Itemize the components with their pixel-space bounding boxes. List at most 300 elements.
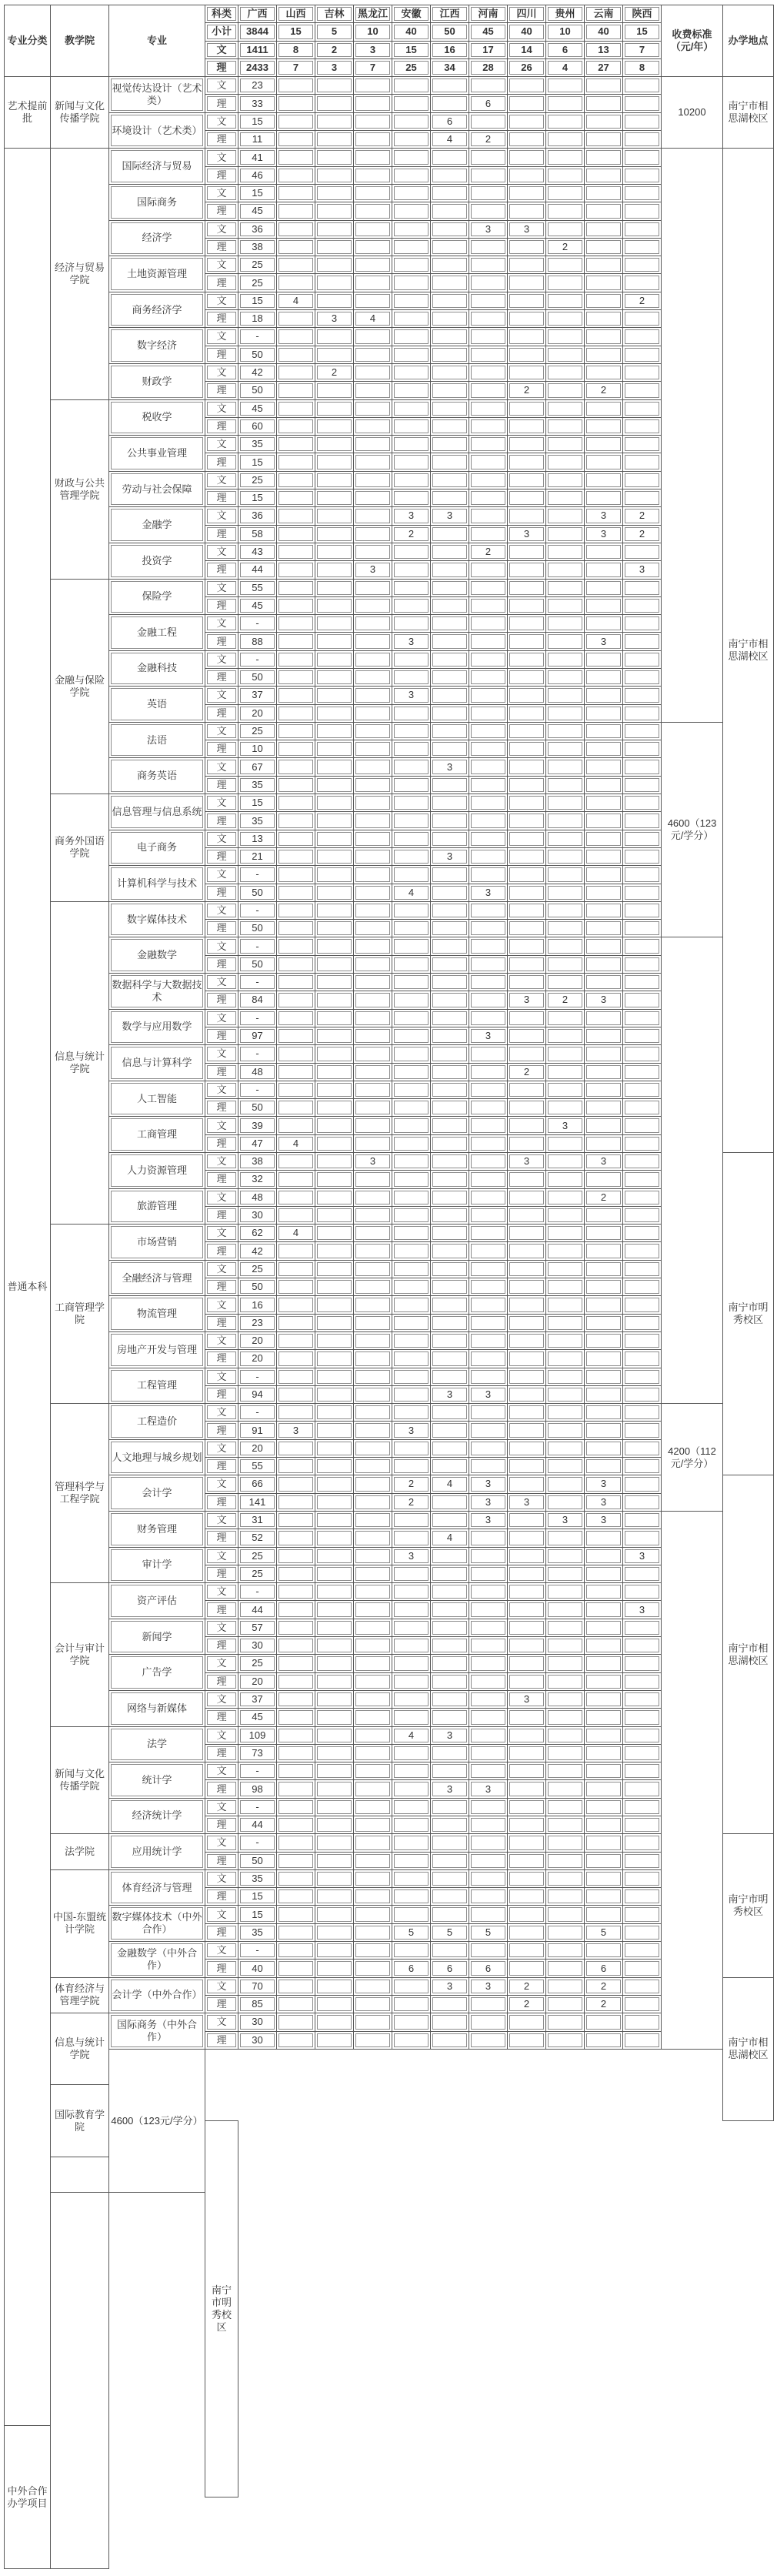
quota-province xyxy=(277,1188,315,1206)
quota-province xyxy=(585,2031,623,2049)
quota-province xyxy=(469,292,508,309)
quota-province xyxy=(508,149,546,166)
quota-province xyxy=(546,561,585,579)
quota-province xyxy=(508,1619,546,1636)
quota-province xyxy=(508,417,546,435)
quota-province xyxy=(585,471,623,489)
quota-province xyxy=(546,596,585,614)
quota-province xyxy=(508,1906,546,1923)
quota-province xyxy=(623,1672,662,1690)
table-row xyxy=(5,794,774,812)
quota-province xyxy=(354,1906,392,1923)
quota-province: 3 xyxy=(354,561,392,579)
subject-cell: 理 xyxy=(205,561,238,579)
quota-province xyxy=(546,1458,585,1475)
major-name: 数字经济 xyxy=(109,328,205,364)
quota-province xyxy=(354,1225,392,1242)
quota-province xyxy=(623,1511,662,1529)
quota-province xyxy=(585,1350,623,1368)
quota-province: 2 xyxy=(469,543,508,560)
quota-province xyxy=(354,1601,392,1619)
quota-province xyxy=(315,220,354,238)
campus-cell: 南宁市相思湖校区 xyxy=(723,149,774,1153)
quota-province xyxy=(469,920,508,937)
quota-province xyxy=(623,830,662,847)
quota-province xyxy=(546,974,585,991)
quota-province: 3 xyxy=(546,1117,585,1134)
quota-province xyxy=(585,1063,623,1081)
header-province: 江西 xyxy=(431,5,469,23)
quota-province xyxy=(354,1583,392,1601)
table-row xyxy=(5,1296,774,1314)
quota-province xyxy=(469,830,508,847)
table-row xyxy=(5,399,774,417)
quota-province xyxy=(546,1960,585,1977)
quota-province xyxy=(354,1637,392,1655)
quota-province xyxy=(392,901,431,919)
subject-cell: 理 xyxy=(205,1744,238,1762)
quota-province xyxy=(546,1906,585,1923)
quota-province xyxy=(315,489,354,507)
quota-guangxi: 39 xyxy=(238,1117,277,1134)
quota-province xyxy=(508,2013,546,2031)
quota-province xyxy=(546,1888,585,1906)
quota-province xyxy=(623,1583,662,1601)
quota-province xyxy=(392,1045,431,1063)
quota-guangxi: 25 xyxy=(238,1565,277,1582)
quota-province xyxy=(277,901,315,919)
quota-province xyxy=(392,1225,431,1242)
table-row xyxy=(5,2533,774,2551)
quota-province: 3 xyxy=(508,1493,546,1511)
quota-guangxi: - xyxy=(238,650,277,668)
quota-province xyxy=(469,238,508,256)
quota-province xyxy=(585,292,623,309)
quota-province xyxy=(277,704,315,722)
quota-province xyxy=(431,382,469,399)
quota-province xyxy=(546,955,585,973)
quota-guangxi: 52 xyxy=(238,1529,277,1547)
quota-province xyxy=(431,794,469,812)
quota-province xyxy=(431,1099,469,1117)
quota-province xyxy=(315,256,354,274)
quota-guangxi: 94 xyxy=(238,1385,277,1403)
quota-province xyxy=(315,991,354,1009)
table-row xyxy=(5,2497,774,2515)
summary-value: 26 xyxy=(508,58,546,76)
quota-province: 4 xyxy=(431,1529,469,1547)
summary-value: 25 xyxy=(392,58,431,76)
quota-province xyxy=(277,920,315,937)
quota-province: 2 xyxy=(585,382,623,399)
quota-province xyxy=(546,1134,585,1152)
table-row xyxy=(5,1081,774,1098)
quota-province xyxy=(315,1404,354,1422)
quota-province xyxy=(354,1063,392,1081)
quota-province xyxy=(277,937,315,955)
subject-cell: 理 xyxy=(205,1063,238,1081)
quota-province xyxy=(623,1655,662,1672)
table-row xyxy=(5,1260,774,1278)
quota-province xyxy=(469,1153,508,1171)
major-name: 数据科学与大数据技术 xyxy=(109,974,205,1010)
quota-province xyxy=(277,1117,315,1134)
major-name: 人文地理与城乡规划 xyxy=(109,1439,205,1475)
fee-cell xyxy=(662,937,723,1404)
campus-cell: 南宁市明秀校区 xyxy=(723,1153,774,1475)
header-province: 广西 xyxy=(238,5,277,23)
quota-province xyxy=(508,1260,546,1278)
quota-province xyxy=(585,1368,623,1385)
quota-province xyxy=(585,1798,623,1816)
quota-province xyxy=(585,328,623,346)
quota-province xyxy=(277,1404,315,1422)
quota-province xyxy=(392,166,431,184)
major-name: 会计学（中外合作） xyxy=(109,1977,205,2013)
quota-province xyxy=(354,525,392,543)
quota-province xyxy=(469,489,508,507)
quota-province xyxy=(277,507,315,525)
quota-province xyxy=(431,1511,469,1529)
subject-cell: 理 xyxy=(205,1816,238,1833)
quota-province xyxy=(546,2013,585,2031)
quota-province xyxy=(546,525,585,543)
quota-guangxi: 62 xyxy=(238,1225,277,1242)
quota-province xyxy=(315,1350,354,1368)
quota-province xyxy=(508,776,546,794)
quota-guangxi: 40 xyxy=(238,1960,277,1977)
quota-province xyxy=(585,1134,623,1152)
quota-province xyxy=(546,436,585,453)
quota-guangxi: 91 xyxy=(238,1422,277,1439)
quota-province xyxy=(315,346,354,363)
quota-province xyxy=(508,346,546,363)
quota-province xyxy=(546,310,585,328)
quota-province xyxy=(546,292,585,309)
quota-province xyxy=(354,489,392,507)
quota-province xyxy=(315,95,354,112)
quota-province xyxy=(623,615,662,633)
quota-province xyxy=(431,202,469,220)
quota-province xyxy=(508,704,546,722)
quota-province xyxy=(315,1762,354,1780)
table-row xyxy=(5,1439,774,1457)
quota-province xyxy=(354,1439,392,1457)
quota-guangxi: 15 xyxy=(238,1906,277,1923)
quota-province xyxy=(315,901,354,919)
quota-province xyxy=(392,650,431,668)
quota-province xyxy=(546,1350,585,1368)
quota-province xyxy=(546,1798,585,1816)
quota-province xyxy=(508,1045,546,1063)
quota-province xyxy=(585,596,623,614)
quota-province xyxy=(315,328,354,346)
quota-province xyxy=(354,417,392,435)
quota-province xyxy=(354,1960,392,1977)
quota-province xyxy=(277,1493,315,1511)
quota-province xyxy=(585,1331,623,1349)
subject-cell: 理 xyxy=(205,776,238,794)
quota-province xyxy=(392,955,431,973)
subject-cell: 理 xyxy=(205,1171,238,1188)
quota-province xyxy=(392,1798,431,1816)
quota-province: 3 xyxy=(469,1493,508,1511)
quota-province xyxy=(354,1942,392,1960)
quota-province xyxy=(585,453,623,471)
quota-province xyxy=(623,901,662,919)
quota-province xyxy=(585,1045,623,1063)
quota-province: 6 xyxy=(431,1960,469,1977)
quota-province xyxy=(585,1547,623,1565)
quota-province: 2 xyxy=(546,238,585,256)
quota-province xyxy=(431,1619,469,1636)
quota-province xyxy=(508,1834,546,1852)
quota-province xyxy=(546,220,585,238)
table-row xyxy=(5,2318,774,2336)
quota-province xyxy=(354,399,392,417)
quota-province xyxy=(277,184,315,202)
quota-province xyxy=(469,184,508,202)
quota-province xyxy=(623,1331,662,1349)
quota-province xyxy=(546,615,585,633)
quota-province xyxy=(431,740,469,758)
quota-province xyxy=(623,453,662,471)
quota-province xyxy=(431,561,469,579)
quota-province: 2 xyxy=(546,991,585,1009)
quota-province xyxy=(469,1458,508,1475)
quota-province xyxy=(508,1458,546,1475)
quota-province xyxy=(508,1637,546,1655)
quota-province xyxy=(546,901,585,919)
quota-province xyxy=(431,77,469,95)
quota-province xyxy=(546,1619,585,1636)
quota-province xyxy=(546,166,585,184)
quota-province xyxy=(277,1260,315,1278)
quota-province xyxy=(546,1493,585,1511)
quota-province xyxy=(469,382,508,399)
quota-province xyxy=(315,955,354,973)
quota-province xyxy=(392,1995,431,2013)
quota-province xyxy=(392,489,431,507)
table-row xyxy=(5,650,774,668)
quota-province xyxy=(546,184,585,202)
quota-province xyxy=(508,1888,546,1906)
subject-cell: 理 xyxy=(205,1637,238,1655)
quota-province xyxy=(277,1977,315,1995)
quota-province xyxy=(431,1063,469,1081)
quota-province xyxy=(585,436,623,453)
quota-province xyxy=(623,363,662,381)
quota-province xyxy=(277,489,315,507)
quota-province xyxy=(277,1511,315,1529)
quota-province xyxy=(392,991,431,1009)
quota-province xyxy=(623,650,662,668)
quota-province xyxy=(315,866,354,884)
quota-province xyxy=(354,1117,392,1134)
subject-cell: 文 xyxy=(205,1726,238,1744)
quota-province xyxy=(354,596,392,614)
subject-cell: 理 xyxy=(205,704,238,722)
quota-province xyxy=(623,1458,662,1475)
quota-province xyxy=(585,866,623,884)
college-label: 会计与审计学院 xyxy=(51,1583,109,1726)
quota-province xyxy=(392,740,431,758)
quota-province xyxy=(354,543,392,560)
quota-province xyxy=(315,1583,354,1601)
quota-province xyxy=(392,615,431,633)
quota-guangxi: 109 xyxy=(238,1726,277,1744)
summary-value: 40 xyxy=(508,23,546,41)
header-fee: 收费标准（元/年） xyxy=(662,5,723,77)
quota-province xyxy=(623,668,662,686)
quota-province xyxy=(508,1422,546,1439)
quota-province xyxy=(277,1690,315,1708)
quota-province xyxy=(392,1439,431,1457)
quota-guangxi: 41 xyxy=(238,149,277,166)
quota-province: 3 xyxy=(546,1511,585,1529)
quota-province xyxy=(277,399,315,417)
subject-cell: 文 xyxy=(205,687,238,704)
quota-province xyxy=(354,328,392,346)
quota-guangxi: 45 xyxy=(238,399,277,417)
quota-province xyxy=(315,794,354,812)
quota-province xyxy=(585,812,623,830)
quota-guangxi: 70 xyxy=(238,1977,277,1995)
quota-province xyxy=(623,866,662,884)
header-major: 专业 xyxy=(109,5,205,77)
quota-province xyxy=(623,382,662,399)
quota-province xyxy=(392,1368,431,1385)
quota-province xyxy=(277,2013,315,2031)
quota-province xyxy=(623,1385,662,1403)
quota-province xyxy=(431,633,469,650)
major-name: 税收学 xyxy=(109,399,205,436)
quota-province xyxy=(315,1942,354,1960)
quota-province xyxy=(277,1206,315,1224)
quota-province xyxy=(623,417,662,435)
quota-province xyxy=(354,274,392,292)
quota-province: 3 xyxy=(623,1547,662,1565)
quota-guangxi: 15 xyxy=(238,112,277,130)
quota-province xyxy=(623,1726,662,1744)
quota-province xyxy=(431,1888,469,1906)
subject-cell: 理 xyxy=(205,95,238,112)
table-row xyxy=(5,2193,774,2210)
quota-province xyxy=(392,579,431,596)
quota-province xyxy=(354,668,392,686)
quota-guangxi: 85 xyxy=(238,1995,277,2013)
quota-province xyxy=(315,1995,354,2013)
subject-cell: 理 xyxy=(205,2031,238,2049)
quota-province xyxy=(508,722,546,740)
table-row xyxy=(5,1655,774,1672)
subject-cell: 文 xyxy=(205,1225,238,1242)
fee-cell: 4200（112元/学分） xyxy=(662,1404,723,1512)
quota-province xyxy=(469,2013,508,2031)
quota-province xyxy=(469,1171,508,1188)
quota-province xyxy=(508,901,546,919)
quota-province xyxy=(469,1296,508,1314)
quota-province xyxy=(469,1134,508,1152)
quota-province xyxy=(354,1923,392,1941)
quota-province xyxy=(585,847,623,865)
quota-province xyxy=(623,1350,662,1368)
quota-province xyxy=(354,1009,392,1027)
subject-cell: 文 xyxy=(205,1153,238,1171)
quota-province xyxy=(392,112,431,130)
quota-province xyxy=(354,1780,392,1798)
table-row xyxy=(5,1869,774,1887)
quota-province xyxy=(585,1404,623,1422)
quota-province xyxy=(431,543,469,560)
major-name: 数字媒体技术（中外合作） xyxy=(109,1906,205,1942)
quota-province xyxy=(277,991,315,1009)
quota-province xyxy=(469,1672,508,1690)
quota-province xyxy=(623,1906,662,1923)
quota-province xyxy=(431,1744,469,1762)
table-row xyxy=(5,2390,774,2407)
summary-value: 10 xyxy=(546,23,585,41)
quota-province xyxy=(623,579,662,596)
summary-value: 7 xyxy=(354,58,392,76)
quota-province: 4 xyxy=(354,310,392,328)
major-name: 应用统计学 xyxy=(109,1834,205,1870)
quota-province xyxy=(469,453,508,471)
quota-province xyxy=(585,1690,623,1708)
quota-province xyxy=(392,1260,431,1278)
quota-province xyxy=(469,166,508,184)
quota-province xyxy=(431,1009,469,1027)
quota-province xyxy=(431,1439,469,1457)
major-name: 法语 xyxy=(109,722,205,758)
subject-cell: 理 xyxy=(205,1134,238,1152)
quota-province xyxy=(431,579,469,596)
quota-province xyxy=(585,884,623,901)
quota-province xyxy=(315,112,354,130)
quota-province xyxy=(623,1260,662,1278)
quota-guangxi: - xyxy=(238,1834,277,1852)
quota-province xyxy=(469,1942,508,1960)
quota-guangxi: 25 xyxy=(238,471,277,489)
quota-province xyxy=(277,274,315,292)
quota-province: 3 xyxy=(508,525,546,543)
quota-guangxi: 30 xyxy=(238,1637,277,1655)
quota-province xyxy=(354,166,392,184)
quota-province xyxy=(354,202,392,220)
quota-province xyxy=(546,866,585,884)
quota-province xyxy=(508,1780,546,1798)
header-campus: 办学地点 xyxy=(723,5,774,77)
summary-value: 27 xyxy=(585,58,623,76)
quota-province xyxy=(546,1655,585,1672)
quota-province xyxy=(623,328,662,346)
quota-guangxi: 97 xyxy=(238,1027,277,1044)
quota-province xyxy=(315,2031,354,2049)
quota-province xyxy=(431,2031,469,2049)
quota-province xyxy=(623,1960,662,1977)
quota-province xyxy=(431,346,469,363)
table-row xyxy=(5,1726,774,1744)
major-name: 经济学 xyxy=(109,220,205,256)
quota-province: 3 xyxy=(315,310,354,328)
quota-province xyxy=(277,1726,315,1744)
quota-province xyxy=(546,1404,585,1422)
quota-province xyxy=(469,596,508,614)
quota-province xyxy=(585,955,623,973)
quota-province xyxy=(392,1278,431,1296)
quota-province xyxy=(277,1242,315,1260)
quota-province xyxy=(277,1888,315,1906)
